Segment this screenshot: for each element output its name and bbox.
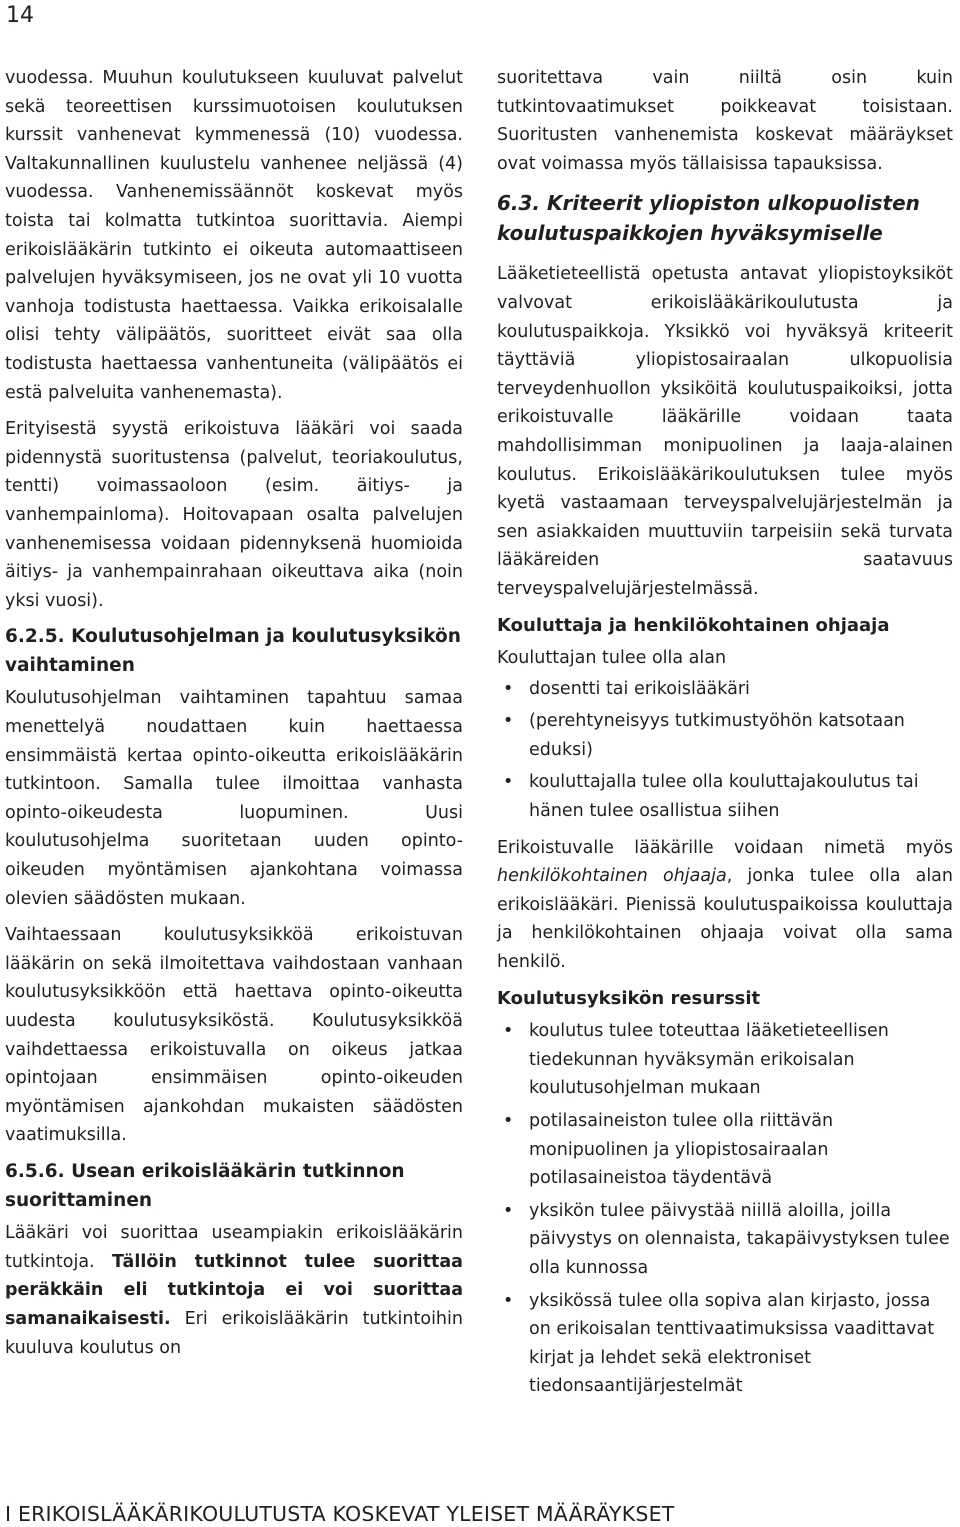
- list-item: [497, 1287, 953, 1401]
- right-paragraph-supervisor: [497, 834, 953, 977]
- left-paragraph-extension: Erityisestä syystä erikoistuva lääkäri voi saada pidennystä suoritustensa (palvelut, teoriakoulutus, tentti) voimassaoloon (esim. äitiys- ja vanhempainloma). Hoitovapaan osalta palvelujen vanhenemisessa voidaan pidennyksenä huomioida äitiys- ja vanhempainrahaan oikeuttava aika (noin yksi vuosi).: [5, 419, 463, 611]
- left-paragraph-unit-change: Vaihtaessaan koulutusyksikköä erikoistuvan lääkärin on sekä ilmoitettava vaihdostaan vanhaan koulutusyksikköön että haettava opinto-oikeutta uudesta koulutusyksiköstä. Koulutusyksikköä vaihdettaessa erikoistuvalla on oikeus jatkaa opintojaan ensimmäisen opinto-oikeuden myöntämisen ajankohdan mukaisten säädösten vaatimuksilla.: [5, 925, 463, 1146]
- supervisor-text-italic: henkilökohtainen ohjaaja: [497, 866, 727, 887]
- trainer-requirements-list: [497, 675, 953, 826]
- right-column: [497, 64, 953, 1409]
- bullet-icon: •: [503, 772, 514, 793]
- heading-6-3: 6.3. Kriteerit yliopiston ulkopuolisten koulutuspaikkojen hyväksymiselle: [497, 191, 920, 246]
- unit-resources-list: [497, 1017, 953, 1401]
- bullet-icon: •: [503, 711, 514, 732]
- trainer-intro: Kouluttajan tulee olla alan: [497, 648, 727, 669]
- list-item-text: dosentti tai erikoislääkäri: [529, 678, 750, 699]
- list-item: [497, 675, 953, 704]
- list-item-text: koulutus tulee toteuttaa lääketieteellisen tiedekunnan hyväksymän erikoisalan koulutusohjelman mukaan: [529, 1021, 889, 1099]
- list-item: [497, 1107, 953, 1193]
- list-item-text: yksikön tulee päivystää niillä aloilla, joilla päivystys on olennaista, takapäivystyksen tulee olla kunnossa: [529, 1200, 950, 1278]
- heading-6-5-6: 6.5.6. Usean erikoislääkärin tutkinnon suorittaminen: [5, 1160, 405, 1211]
- bullet-icon: •: [503, 1021, 514, 1042]
- multiple-degrees-text-a: Lääkäri voi suorittaa useampiakin erikoislääkärin tutkintoja.: [5, 1223, 463, 1272]
- page-number: 14: [6, 3, 34, 28]
- left-paragraph-program-change: Koulutusohjelman vaihtaminen tapahtuu samaa menettelyä noudattaen kuin haettaessa ensimmäistä kertaa opinto-oikeutta erikoislääkärin tutkintoon. Samalla tulee ilmoittaa vanhasta opinto-oikeudesta luopuminen. Uusi koulutusohjelma suoritetaan uuden opinto-oikeuden myöntämisen ajankohtana voimassa olevien säädösten mukaan.: [5, 688, 463, 909]
- list-item-text: potilasaineiston tulee olla riittävän monipuolinen ja yliopistosairaalan potilasaineistoa täydentävä: [529, 1111, 834, 1189]
- heading-6-2-5: 6.2.5. Koulutusohjelman ja koulutusyksikön vaihtaminen: [5, 626, 461, 676]
- list-item: [497, 707, 953, 764]
- list-item: [497, 1017, 953, 1103]
- footer-running-title: I ERIKOISLÄÄKÄRIKOULUTUSTA KOSKEVAT YLEISET MÄÄRÄYKSET: [5, 1502, 675, 1526]
- right-paragraph-criteria: Lääketieteellistä opetusta antavat yliopistoyksiköt valvovat erikoislääkärikoulutusta ja koulutuspaikkoja. Yksikkö voi hyväksyä kriteerit täyttäviä yliopistosairaalan ulkopuolisia terveydenhuollon yksiköitä koulutuspaikoiksi, jotta erikoistuvalle lääkärille voidaan taata mahdollisimman monipuolinen ja laaja-alainen koulutus. Erikoislääkärikoulutuksen tulee myös kyetä vastaamaan terveyspalvelujärjestelmän ja sen asiakkaiden muuttuviin tarpeisiin sekä turvata lääkäreiden saatavuus terveyspalvelujärjestelmässä.: [497, 264, 953, 599]
- bullet-icon: •: [503, 1200, 514, 1221]
- list-item: [497, 768, 953, 825]
- heading-trainer-supervisor: Kouluttaja ja henkilökohtainen ohjaaja: [497, 614, 890, 636]
- bullet-icon: •: [503, 1111, 514, 1131]
- list-item-text: (perehtyneisyys tutkimustyöhön katsotaan eduksi): [529, 711, 905, 760]
- supervisor-text-b: , jonka tulee olla alan erikoislääkäri. Pienissä koulutuspaikoissa kouluttaja ja henkilökohtainen ohjaaja voivat olla sama henkilö.: [497, 866, 953, 973]
- list-item-text: kouluttajalla tulee olla kouluttajakoulutus tai hänen tulee osallistua siihen: [529, 772, 919, 822]
- right-paragraph-continuation: suoritettava vain niiltä osin kuin tutkintovaatimukset poikkeavat toisistaan. Suoritusten vanhenemista koskevat määräykset ovat voimassa myös tällaisissa tapauksissa.: [497, 68, 953, 174]
- heading-unit-resources: Koulutusyksikön resurssit: [497, 987, 761, 1009]
- list-item-text: yksikössä tulee olla sopiva alan kirjasto, jossa on erikoisalan tenttivaatimuksissa vaadittavat kirjat ja lehdet sekä elektroniset tiedonsaantijärjestelmät: [529, 1290, 935, 1397]
- bullet-icon: •: [503, 678, 514, 699]
- supervisor-text-a: Erikoistuvalle lääkärille voidaan nimetä myös: [497, 837, 953, 858]
- multiple-degrees-text-bold: Tällöin tutkinnot tulee suorittaa peräkkäin eli tutkintoja ei voi suorittaa samanaikaisesti.: [5, 1251, 463, 1329]
- list-item: [497, 1197, 953, 1283]
- bullet-icon: •: [503, 1290, 514, 1311]
- left-column: [5, 64, 463, 1370]
- left-paragraph-multiple-degrees: [5, 1219, 463, 1362]
- left-paragraph-expiry: vuodessa. Muuhun koulutukseen kuuluvat palvelut sekä teoreettisen kurssimuotoisen koulutuksen kurssit vanhenevat kymmenessä (10) vuodessa. Valtakunnallinen kuulustelu vanhenee neljässä (4) vuodessa. Vanhenemissäännöt koskevat myös toista tai kolmatta tutkintoa suorittavia. Aiempi erikoislääkärin tutkinto ei oikeuta automaattiseen palvelujen hyväksymiseen, jos ne ovat yli 10 vuotta vanhoja todistusta haettaessa. Vaikka erikoisalalle olisi tehty välipäätös, suoritteet eivät saa olla todistusta haettaessa vanhentuneita (välipäätös ei estä palveluita vanhenemasta).: [5, 68, 463, 403]
- multiple-degrees-text-c: Eri erikoislääkärin tutkintoihin kuuluva koulutus on: [5, 1308, 463, 1358]
